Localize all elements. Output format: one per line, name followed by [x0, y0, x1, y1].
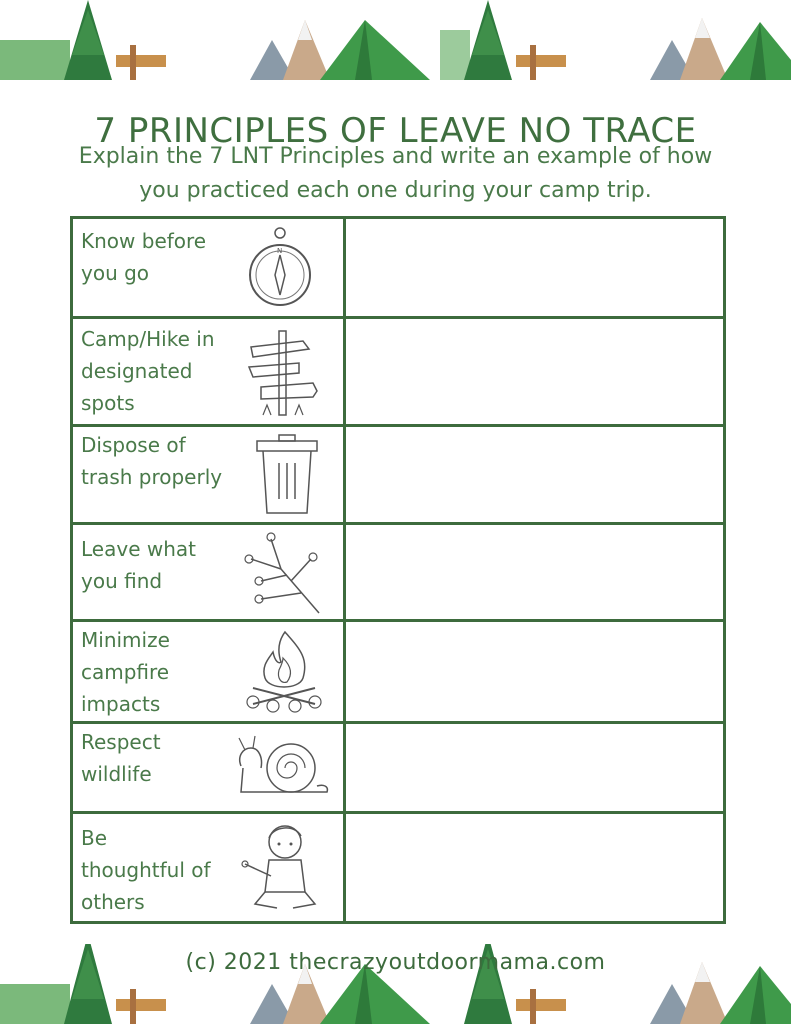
trash-can-icon	[251, 433, 323, 519]
principles-table	[70, 216, 726, 924]
campfire-icon	[239, 628, 329, 718]
table-row	[73, 724, 723, 814]
answer-cell[interactable]	[346, 219, 723, 316]
snail-icon	[233, 732, 333, 806]
principle-cell	[73, 622, 346, 721]
answer-cell[interactable]	[346, 525, 723, 619]
answer-cell[interactable]	[346, 814, 723, 921]
principle-cell	[73, 427, 346, 522]
instructions	[60, 140, 731, 208]
principle-cell	[73, 525, 346, 619]
table-row	[73, 319, 723, 427]
answer-cell[interactable]	[346, 724, 723, 811]
principle-cell	[73, 724, 346, 811]
table-row	[73, 525, 723, 622]
answer-cell[interactable]	[346, 622, 723, 721]
principle-label: Be thoughtful of others	[81, 826, 211, 914]
principle-label: Dispose of trash properly	[81, 433, 223, 489]
principle-cell	[73, 814, 346, 921]
principle-label: Minimize campfire impacts	[81, 628, 170, 716]
table-row	[73, 427, 723, 525]
instructions-line-1: Explain the 7 LNT Principles and write an example of how	[78, 144, 713, 169]
table-row	[73, 219, 723, 319]
principle-cell	[73, 219, 346, 316]
answer-cell[interactable]	[346, 319, 723, 424]
page-title: 7 PRINCIPLES OF LEAVE NO TRACE	[94, 110, 697, 151]
branch-icon	[241, 529, 327, 617]
child-icon	[241, 820, 331, 916]
table-row	[73, 814, 723, 921]
svg-text:N: N	[277, 247, 283, 255]
principle-label: Respect wildlife	[81, 730, 161, 786]
principle-label: Camp/Hike in designated spots	[81, 327, 215, 415]
table-row	[73, 622, 723, 724]
instructions-line-2: you practiced each one during your camp trip.	[139, 178, 652, 203]
compass-icon	[245, 225, 315, 309]
principle-label: Know before you go	[81, 229, 207, 285]
top-camping-illustration	[0, 0, 791, 80]
copyright-footer: (c) 2021 thecrazyoutdoormama.com	[185, 950, 606, 975]
principle-label: Leave what you find	[81, 537, 196, 593]
principle-cell	[73, 319, 346, 424]
answer-cell[interactable]	[346, 427, 723, 522]
signpost-icon	[243, 327, 323, 419]
